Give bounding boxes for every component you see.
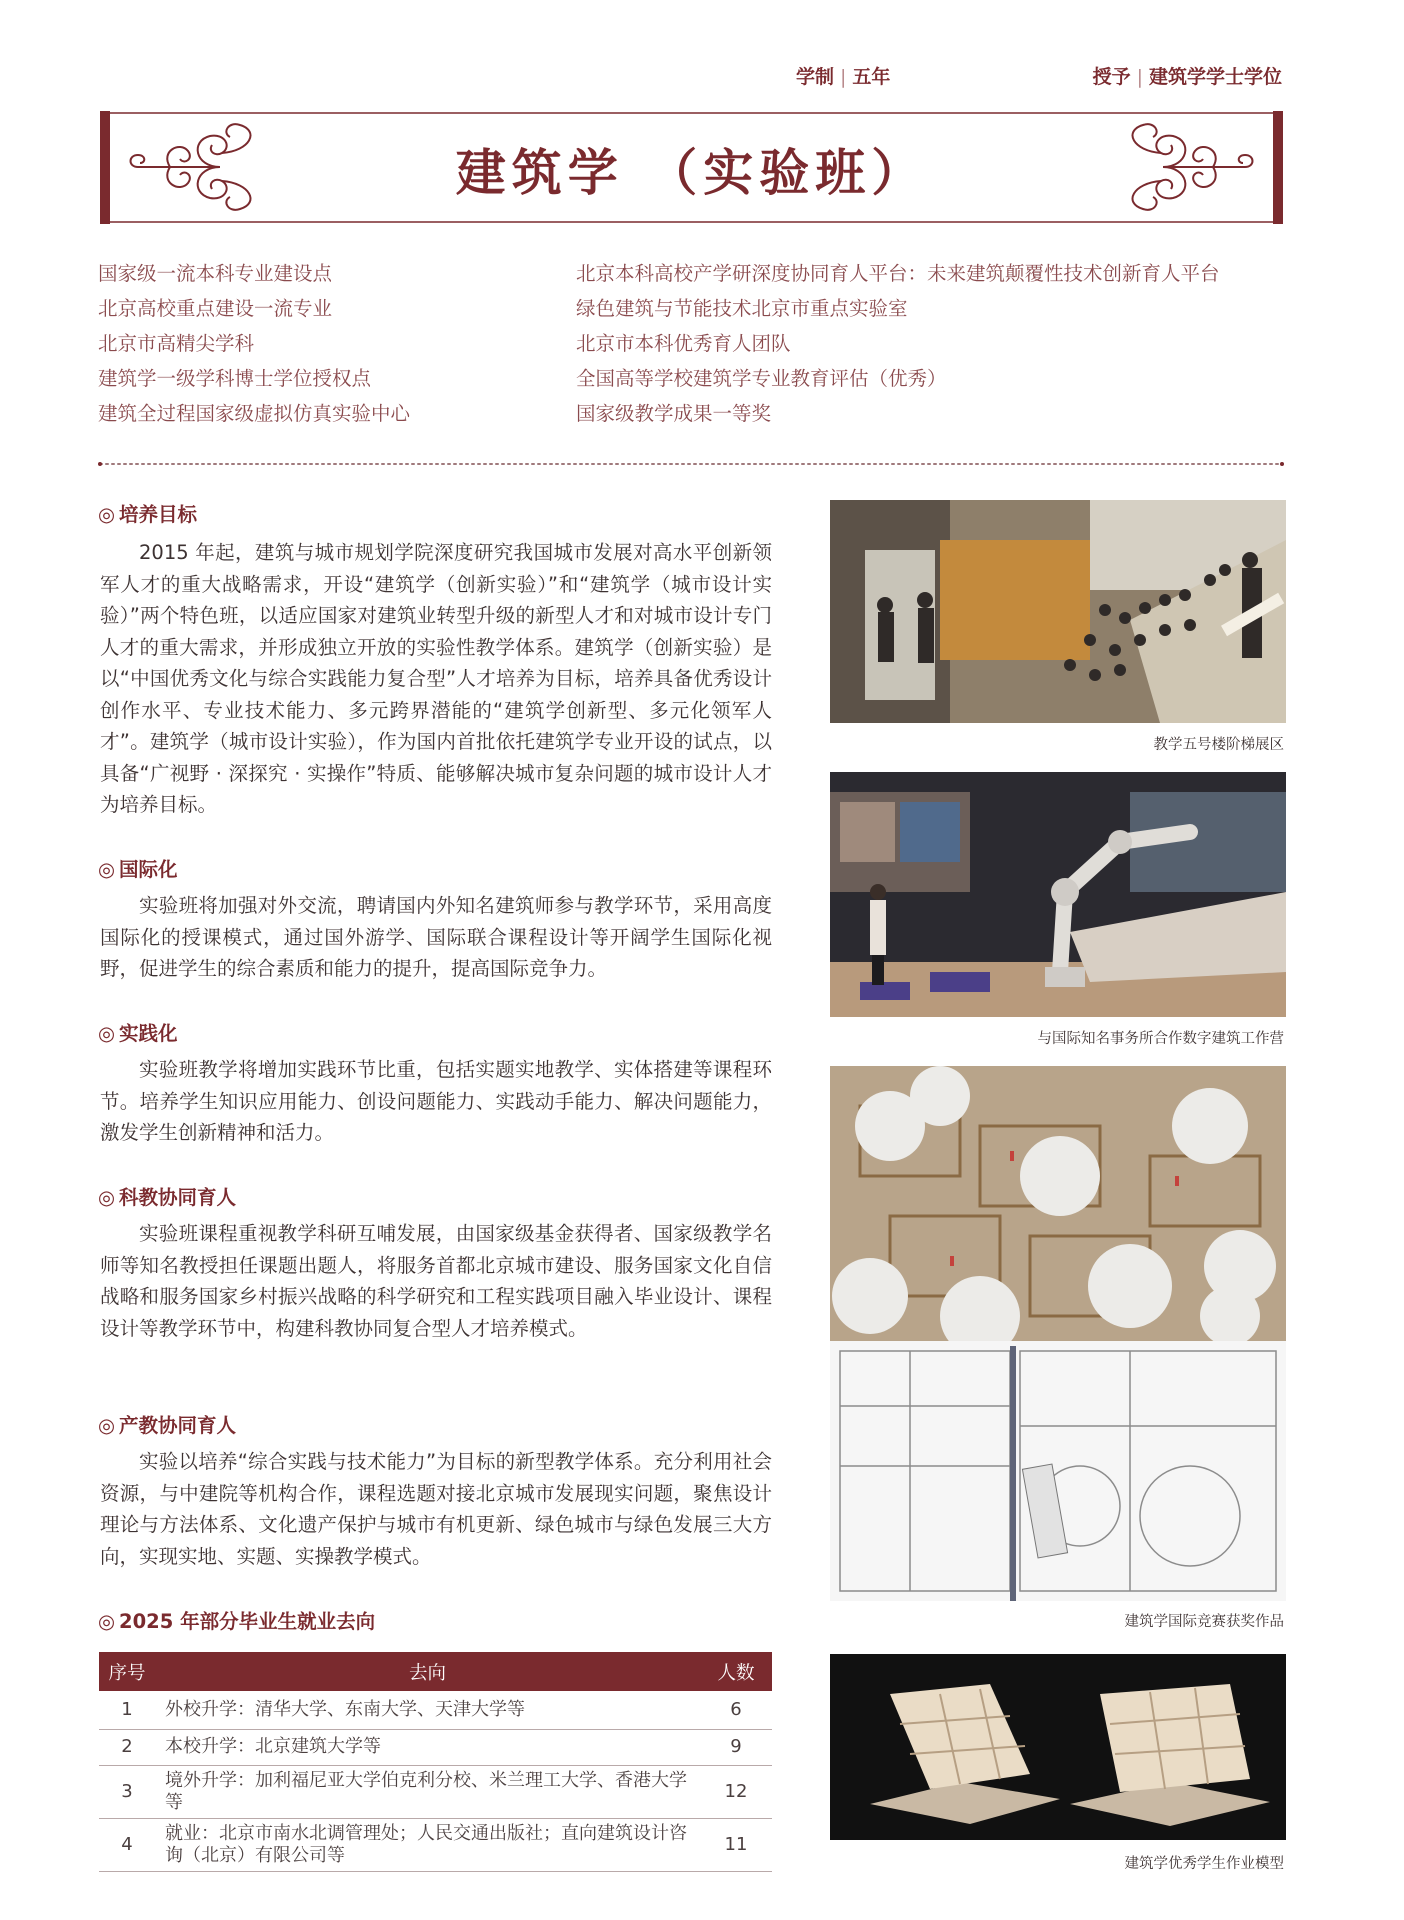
- ring-bullet-icon: ◎: [98, 503, 116, 526]
- honor-item: 国家级一流本科专业建设点: [98, 262, 333, 285]
- ring-bullet-icon: ◎: [98, 1186, 116, 1209]
- ring-bullet-icon: ◎: [98, 1414, 116, 1437]
- photo-caption: 教学五号楼阶梯展区: [1153, 737, 1284, 753]
- photo-caption: 建筑学优秀学生作业模型: [1124, 1856, 1284, 1872]
- row-count: 9: [700, 1729, 772, 1765]
- honors-list-right: [576, 256, 1220, 431]
- honor-item: 建筑学一级学科博士学位授权点: [98, 367, 372, 390]
- duration-label: 学制: [796, 66, 835, 88]
- ring-bullet-icon: ◎: [98, 858, 116, 881]
- row-index: 2: [99, 1729, 155, 1765]
- row-count: 11: [700, 1818, 772, 1871]
- page-title: 建筑学 （实验班）: [455, 144, 928, 202]
- duration-value: 五年: [852, 66, 891, 88]
- separator: |: [1136, 66, 1143, 88]
- section-title: 科教协同育人: [119, 1186, 237, 1209]
- title-banner: [100, 111, 1283, 224]
- ring-bullet-icon: ◎: [98, 1022, 116, 1045]
- photo-competition-work: [830, 1066, 1286, 1601]
- row-index: 3: [99, 1765, 155, 1818]
- photo-student-models: [830, 1654, 1286, 1840]
- section-heading-employment: [98, 1606, 375, 1634]
- dotted-divider: [98, 462, 1284, 466]
- section-text-research: 实验班课程重视教学科研互哺发展，由国家级基金获得者、国家级教学名师等知名教授担任课题出题人，将服务首都北京城市建设、服务国家文化自信战略和服务国家乡村振兴战略的科学研究和工程实践项目融入毕业设计、课程设计等教学环节中，构建科教协同复合型人才培养模式。: [100, 1222, 772, 1340]
- column-header: 去向: [155, 1652, 700, 1691]
- table-row: [99, 1691, 772, 1729]
- section-heading-research: [98, 1182, 236, 1210]
- row-index: 4: [99, 1818, 155, 1871]
- photo-robot-workshop: [830, 772, 1286, 1017]
- degree-info: [1093, 62, 1282, 89]
- photo-caption: 建筑学国际竞赛获奖作品: [1124, 1614, 1284, 1630]
- photo-caption: 与国际知名事务所合作数字建筑工作营: [1037, 1031, 1284, 1047]
- section-title: 培养目标: [119, 503, 198, 526]
- table-header-row: [99, 1652, 772, 1691]
- honor-item: 北京市本科优秀育人团队: [576, 332, 791, 355]
- column-header: 人数: [700, 1652, 772, 1691]
- degree-value: 建筑学学士学位: [1148, 66, 1282, 88]
- section-heading-goals: [98, 499, 197, 527]
- honor-item: 北京市高精尖学科: [98, 332, 255, 355]
- honor-item: 建筑全过程国家级虚拟仿真实验中心: [98, 402, 411, 425]
- ring-bullet-icon: ◎: [98, 1610, 116, 1633]
- row-destination: 本校升学：北京建筑大学等: [155, 1729, 700, 1765]
- row-index: 1: [99, 1691, 155, 1729]
- section-text-goals: 2015 年起，建筑与城市规划学院深度研究我国城市发展对高水平创新领军人才的重大战略需求，开设“建筑学（创新实验）”和“建筑学（城市设计实验）”两个特色班，以适应国家对建筑业转型升级的新型人才和对城市设计专门人才的重大需求，并形成独立开放的实验性教学体系。建筑学（创新实验）是以“中国优秀文化与综合实践能力复合型”人才培养为目标，培养具备优秀设计创作水平、专业技术能力、多元跨界潜能的“建筑学创新型、多元化领军人才”。建筑学（城市设计实验），作为国内首批依托建筑学专业开设的试点，以具备“广视野 · 深探究 · 实操作”特质、能够解决城市复杂问题的城市设计人才为培养目标。: [100, 541, 772, 816]
- section-title: 国际化: [119, 858, 178, 881]
- column-header: 序号: [99, 1652, 155, 1691]
- section-title: 产教协同育人: [119, 1414, 237, 1437]
- row-destination: 外校升学：清华大学、东南大学、天津大学等: [155, 1691, 700, 1729]
- separator: |: [840, 66, 847, 88]
- section-heading-practice: [98, 1018, 178, 1046]
- section-heading-international: [98, 854, 178, 882]
- table-row: [99, 1729, 772, 1765]
- section-text-industry: 实验以培养“综合实践与技术能力”为目标的新型教学体系。充分利用社会资源，与中建院等机构合作，课程选题对接北京城市发展现实问题，聚焦设计理论与方法体系、文化遗产保护与城市有机更新、绿色城市与绿色发展三大方向，实现实地、实题、实操教学模式。: [100, 1450, 772, 1568]
- honor-item: 全国高等学校建筑学专业教育评估（优秀）: [576, 367, 947, 390]
- section-heading-industry: [98, 1410, 236, 1438]
- section-text-practice: 实验班教学将增加实践环节比重，包括实题实地教学、实体搭建等课程环节。培养学生知识应用能力、创设问题能力、实践动手能力、解决问题能力，激发学生创新精神和活力。: [100, 1058, 772, 1144]
- honor-item: 北京本科高校产学研深度协同育人平台：未来建筑颠覆性技术创新育人平台: [576, 262, 1220, 285]
- row-count: 12: [700, 1765, 772, 1818]
- honor-item: 国家级教学成果一等奖: [576, 402, 772, 425]
- section-title: 2025 年部分毕业生就业去向: [119, 1610, 376, 1633]
- photo-exhibition-stairs: [830, 500, 1286, 723]
- honors-list-left: [98, 256, 410, 431]
- row-destination: 境外升学：加利福尼亚大学伯克利分校、米兰理工大学、香港大学等: [155, 1765, 700, 1818]
- employment-table: [99, 1652, 772, 1872]
- degree-label: 授予: [1092, 66, 1131, 88]
- table-row: [99, 1765, 772, 1818]
- section-title: 实践化: [119, 1022, 178, 1045]
- table-row: [99, 1818, 772, 1871]
- honor-item: 绿色建筑与节能技术北京市重点实验室: [576, 297, 908, 320]
- honor-item: 北京高校重点建设一流专业: [98, 297, 333, 320]
- duration-info: [796, 62, 890, 89]
- section-text-international: 实验班将加强对外交流，聘请国内外知名建筑师参与教学环节，采用高度国际化的授课模式，通过国外游学、国际联合课程设计等开阔学生国际化视野，促进学生的综合素质和能力的提升，提高国际竞争力。: [100, 894, 772, 980]
- row-destination: 就业：北京市南水北调管理处；人民交通出版社；直向建筑设计咨询（北京）有限公司等: [155, 1818, 700, 1871]
- row-count: 6: [700, 1691, 772, 1729]
